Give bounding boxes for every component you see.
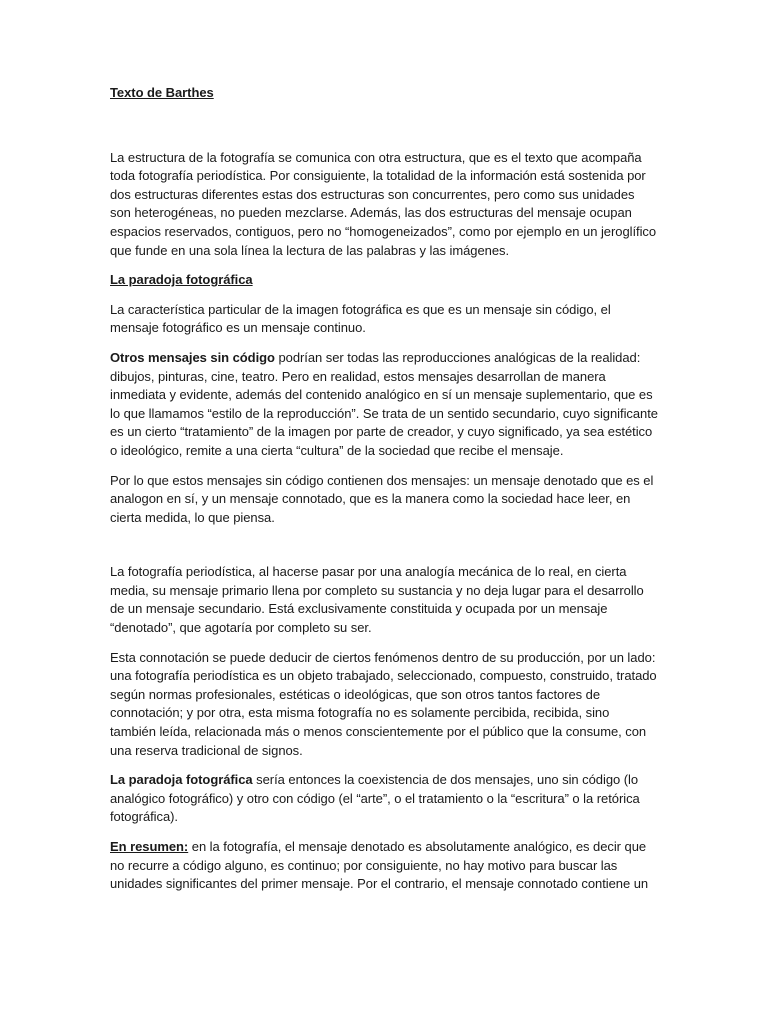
bold-lead: La paradoja fotográfica <box>110 772 253 788</box>
paragraph-other-messages <box>110 349 658 461</box>
paragraph-intro: La estructura de la fotografía se comunica con otra estructura, que es el texto que acompaña toda fotografía periodística. Por consiguiente, la totalidad de la información está sostenida por dos estructuras diferentes estas dos estructuras son concurrentes, pero como sus unidades son heterogéneas, no pueden mezclarse. Además, las dos estructuras del mensaje ocupan espacios reservados, contiguos, pero no “homogeneizados”, como por ejemplo en un jeroglífico que funde en una sola línea la lectura de las palabras y las imágenes. <box>110 149 657 258</box>
paragraph-text: podrían ser todas las reproducciones analógicas de la realidad: dibujos, pinturas, cine, teatro. Pero en realidad, estos mensajes desarrollan de manera inmediata y evidente, además del contenido analógico en sí un mensaje suplementario, que es lo que llamamos “estilo de la reproducción”. Se trata de un sentido secundario, cuyo significante es un cierto “tratamiento” de la imagen por parte de creador, y cuyo significado, ya sea estético o ideológico, remite a una cierta “cultura” de la sociedad que recibe el mensaje. <box>110 349 658 458</box>
paragraph-connotation: Esta connotación se puede deducir de ciertos fenómenos dentro de su producción, por un lado: una fotografía periodística es un objeto trabajado, seleccionado, compuesto, construido, tratado según normas profesionales, estéticas o ideológicas, que son otros tantos factores de connotación; y por otra, esta misma fotografía no es solamente percibida, recibida, sino también leída, relacionada más o menos conscientemente por el público que la consume, con una reserva tradicional de signos. <box>110 649 657 758</box>
document-title: Texto de Barthes <box>110 85 214 100</box>
paragraph-text: sería entonces la coexistencia de dos mensajes, uno sin código (lo analógico fotográfico) y otro con código (el “arte”, o el tratamiento o la “escritura” o la retórica fotográfica). <box>110 772 640 825</box>
paragraph-paradox <box>110 771 658 827</box>
paragraph-summary <box>110 838 658 894</box>
document-page <box>110 84 658 905</box>
paragraph-press-photo: La fotografía periodística, al hacerse pasar por una analogía mecánica de lo real, en cierta media, su mensaje primario llena por completo su sustancia y no deja lugar para el desarrollo de un mensaje secundario. Está exclusivamente constituida y ocupada por un mensaje “denotado”, que agotaría por completo su ser. <box>110 564 644 636</box>
bold-lead: Otros mensajes sin código <box>110 349 275 365</box>
paragraph-text: en la fotografía, el mensaje denotado es absolutamente analógico, es decir que no recurre a código alguno, es continuo; por consiguiente, no hay motivo para buscar las unidades significantes del primer mensaje. Por el contrario, el mensaje connotado contiene un <box>110 839 649 892</box>
section-heading: La paradoja fotográfica <box>110 272 253 288</box>
paragraph-two-messages: Por lo que estos mensajes sin código contienen dos mensajes: un mensaje denotado que es el analogon en sí, y un mensaje connotado, que es la manera como la sociedad hace leer, en cierta medida, lo que piensa. <box>110 472 654 525</box>
paragraph-characteristic: La característica particular de la imagen fotográfica es que es un mensaje sin código, el mensaje fotográfico es un mensaje continuo. <box>110 301 611 336</box>
bold-underlined-lead: En resumen: <box>110 839 189 854</box>
